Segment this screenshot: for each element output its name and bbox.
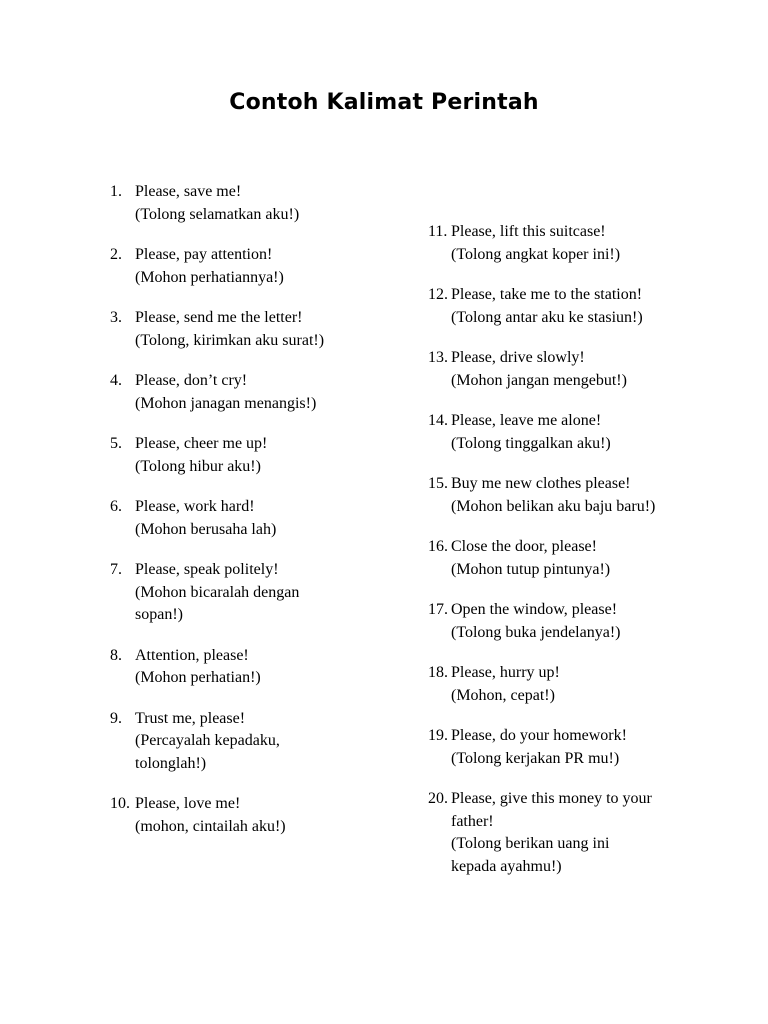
- item-text: [135, 370, 360, 415]
- item-line: Please, take me to the station!: [451, 286, 643, 303]
- item-line: Buy me new clothes please!: [451, 475, 631, 492]
- item-text: [451, 725, 688, 770]
- item-text: [451, 662, 688, 707]
- item-line: (Tolong berikan uang ini: [451, 835, 610, 852]
- item-line: (Mohon perhatian!): [135, 669, 261, 686]
- item-line: (Tolong buka jendelanya!): [451, 623, 621, 641]
- item-line: Trust me, please!: [135, 709, 246, 727]
- item-number: 3.: [110, 309, 122, 326]
- item-text: [135, 244, 360, 289]
- item-line: Please, lift this suitcase!: [451, 223, 606, 240]
- item-text: [451, 284, 688, 329]
- item-line: Please, love me!: [135, 795, 241, 812]
- list-item: [428, 410, 688, 455]
- right-column-list: [428, 221, 688, 896]
- item-line: (mohon, cintailah aku!): [135, 817, 286, 835]
- list-item: [428, 221, 688, 266]
- item-line: Please, cheer me up!: [135, 435, 268, 452]
- item-number: 13.: [428, 349, 448, 366]
- item-number: 7.: [110, 561, 122, 578]
- item-text: [451, 536, 688, 581]
- item-line: (Mohon tutup pintunya!): [451, 560, 611, 578]
- item-text: [135, 307, 360, 352]
- item-number: 18.: [428, 664, 448, 681]
- list-item: [428, 473, 688, 518]
- item-number: 16.: [428, 538, 448, 555]
- list-item: [110, 496, 360, 541]
- item-text: [451, 599, 688, 644]
- list-item: [428, 788, 688, 878]
- list-item: [428, 599, 688, 644]
- item-number: 19.: [428, 727, 448, 744]
- item-text: [451, 473, 688, 518]
- item-line: (Tolong, kirimkan aku surat!): [135, 331, 325, 349]
- item-number: 8.: [110, 646, 122, 664]
- item-number: 1.: [110, 183, 122, 200]
- item-line: (Percayalah kepadaku,: [135, 732, 280, 749]
- item-line: Please, send me the letter!: [135, 309, 303, 326]
- list-item: [428, 662, 688, 707]
- list-item: [428, 536, 688, 581]
- item-number: 2.: [110, 246, 122, 263]
- item-text: [451, 347, 688, 392]
- item-text: [135, 645, 360, 690]
- item-number: 14.: [428, 412, 448, 429]
- item-line: (Tolong antar aku ke stasiun!): [451, 308, 643, 326]
- item-line: Attention, please!: [135, 646, 249, 664]
- item-text: [451, 788, 688, 878]
- item-text: [135, 559, 360, 627]
- item-line: tolonglah!): [135, 754, 207, 772]
- left-column-list: [110, 181, 360, 856]
- item-line: Please, leave me alone!: [451, 412, 602, 429]
- list-item: [110, 181, 360, 226]
- item-line: Please, work hard!: [135, 498, 255, 515]
- list-item: [110, 559, 360, 627]
- list-item: [110, 793, 360, 838]
- item-number: 20.: [428, 790, 448, 807]
- item-line: (Mohon belikan aku baju baru!): [451, 497, 656, 515]
- item-line: Please, save me!: [135, 183, 242, 200]
- item-number: 6.: [110, 498, 122, 515]
- item-line: Please, pay attention!: [135, 246, 273, 263]
- item-number: 15.: [428, 475, 448, 492]
- item-line: sopan!): [135, 606, 183, 623]
- item-line: (Tolong kerjakan PR mu!): [451, 749, 620, 767]
- item-line: (Mohon jangan mengebut!): [451, 371, 627, 389]
- item-line: Please, do your homework!: [451, 727, 627, 744]
- item-line: (Mohon bicaralah dengan: [135, 583, 300, 601]
- page-title: Contoh Kalimat Perintah: [229, 90, 539, 115]
- item-line: (Mohon janagan menangis!): [135, 394, 317, 412]
- item-line: kepada ayahmu!): [451, 857, 562, 875]
- item-line: (Mohon, cepat!): [451, 686, 555, 704]
- list-item: [110, 307, 360, 352]
- list-item: [110, 433, 360, 478]
- item-line: Please, don’t cry!: [135, 372, 248, 389]
- item-number: 12.: [428, 286, 448, 303]
- item-number: 5.: [110, 435, 122, 452]
- item-line: Close the door, please!: [451, 538, 597, 555]
- item-text: [451, 221, 688, 266]
- item-text: [451, 410, 688, 455]
- item-text: [135, 793, 360, 838]
- item-line: (Tolong tinggalkan aku!): [451, 434, 611, 452]
- item-text: [135, 433, 360, 478]
- list-item: [110, 645, 360, 690]
- item-line: Please, drive slowly!: [451, 349, 585, 366]
- item-line: (Mohon berusaha lah): [135, 520, 277, 538]
- item-line: Please, hurry up!: [451, 664, 560, 681]
- item-number: 11.: [428, 223, 448, 240]
- item-line: (Mohon perhatiannya!): [135, 268, 284, 286]
- item-line: (Tolong hibur aku!): [135, 457, 261, 475]
- list-item: [428, 284, 688, 329]
- item-number: 9.: [110, 709, 122, 727]
- item-number: 4.: [110, 372, 122, 389]
- item-line: Please, speak politely!: [135, 561, 279, 578]
- list-item: [110, 708, 360, 776]
- item-line: father!: [451, 812, 494, 830]
- list-item: [428, 347, 688, 392]
- item-text: [135, 181, 360, 226]
- item-line: (Tolong angkat koper ini!): [451, 245, 621, 263]
- item-line: (Tolong selamatkan aku!): [135, 205, 300, 223]
- item-number: 10.: [110, 795, 130, 812]
- item-text: [135, 496, 360, 541]
- item-number: 17.: [428, 601, 448, 618]
- list-item: [110, 370, 360, 415]
- item-text: [135, 708, 360, 776]
- item-line: Please, give this money to your: [451, 790, 652, 807]
- list-item: [110, 244, 360, 289]
- item-line: Open the window, please!: [451, 601, 618, 618]
- list-item: [428, 725, 688, 770]
